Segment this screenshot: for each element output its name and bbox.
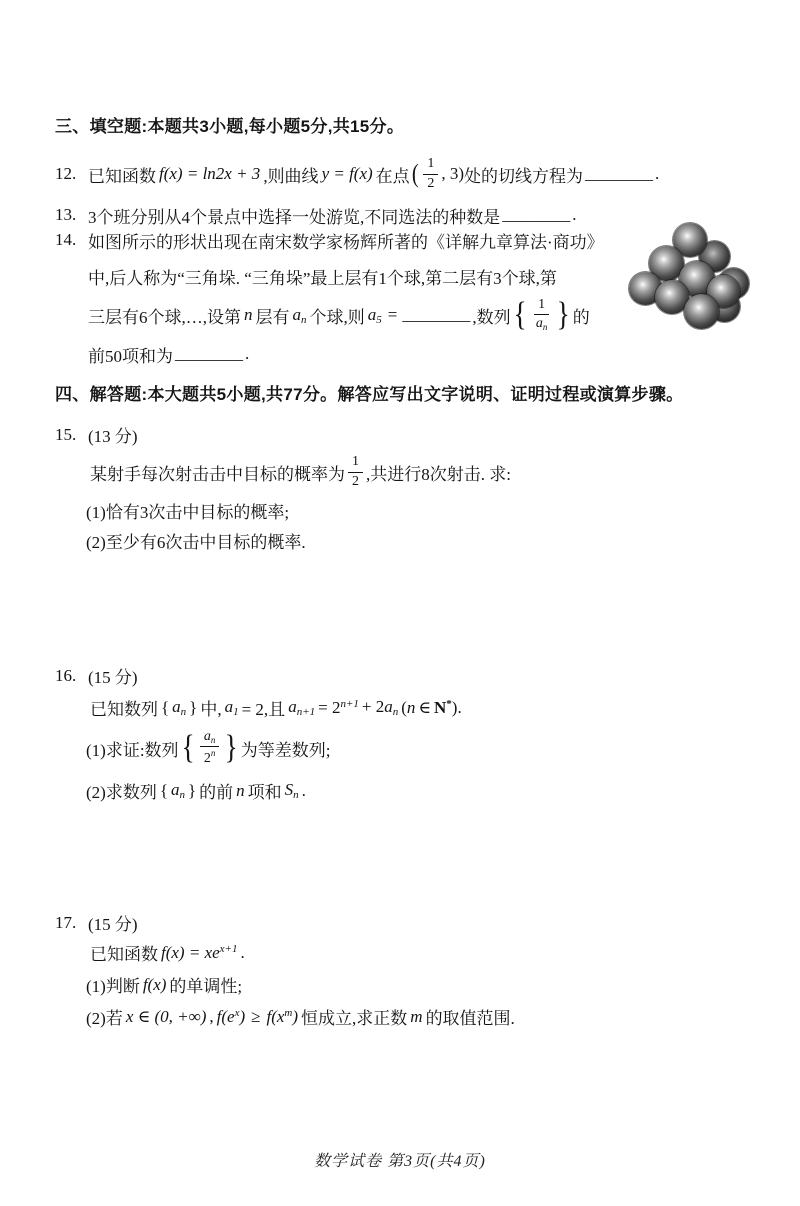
text-run: . [655, 164, 660, 183]
math-run: x ∈ (0, +∞) [125, 1006, 207, 1026]
question-line [55, 294, 635, 336]
text-run: 恒成立,求正数 [301, 1009, 408, 1028]
question-17-part-1 [86, 972, 242, 997]
blank-underline: ________ [502, 205, 571, 224]
gte-symbol: ≥ [251, 1006, 261, 1026]
math-run: n [406, 697, 416, 717]
fraction-numerator: 1 [534, 297, 549, 315]
fraction [348, 454, 363, 489]
text-run: 为等差数列; [240, 740, 331, 760]
blank-underline: ________ [585, 164, 654, 183]
fraction [200, 729, 220, 767]
text-run: (1)求证:数列 [86, 740, 179, 760]
math-run: $a_{n+1}$ [288, 697, 316, 718]
math-run: $a_n$ [171, 780, 185, 801]
text-run: 已知数列 [90, 700, 158, 719]
section-solution-heading: 四、解答题:本大题共5小题,共77分。解答应写出文字说明、证明过程或演算步骤。 [55, 385, 684, 404]
question-17-part-2 [86, 1004, 515, 1029]
text-run: , [209, 1006, 214, 1026]
text-run: . [240, 942, 245, 962]
question-17-stem [90, 940, 245, 965]
fraction-denominator: $a_n$ [535, 316, 548, 333]
paren-open: ( [401, 697, 407, 717]
text-run: (2)求数列 [86, 783, 157, 802]
question-number: 17. [55, 912, 77, 932]
math-run: $a_n$ [292, 304, 307, 326]
text-run: 项和 [247, 783, 282, 802]
brace-close: } [557, 296, 571, 333]
brace-open: { [159, 780, 168, 800]
math-run: $f(x) = xe^{x+1}$ [161, 942, 238, 962]
math-run: n [236, 780, 245, 800]
text-run: 中,后人称为“三角垛. “三角垛”最上层有1个球,第二层有3个球,第 [88, 268, 557, 288]
brace-close: } [188, 780, 197, 800]
text-run: 个球,则 [309, 307, 365, 327]
text-run: 的单调性; [169, 977, 243, 996]
text-run: . [572, 205, 577, 224]
question-number: 14. [55, 230, 77, 249]
question-15-part-2: (2)至少有6次击中目标的概率. [86, 533, 306, 552]
brace-open: { [181, 729, 195, 766]
question-15-header [55, 422, 138, 447]
math-run: m [410, 1006, 423, 1026]
question-number: 12. [55, 164, 77, 183]
ball-pile-figure [615, 213, 770, 363]
text-run: 层有 [255, 307, 290, 327]
brace-open: { [513, 296, 527, 333]
question-number: 15. [55, 424, 77, 444]
text-run: (2)若 [86, 1009, 123, 1028]
fraction [423, 156, 438, 191]
text-run: 如图所示的形状出现在南宋数学家杨辉所著的《详解九章算法·商功》 [88, 232, 604, 252]
score-label: (13 分) [88, 427, 138, 446]
text-run: 某射手每次射击击中目标的概率为 [90, 464, 345, 484]
brace-close: } [189, 697, 198, 717]
math-run: $a_n$ [172, 697, 187, 718]
section-fill-in-heading: 三、填空题:本题共3小题,每小题5分,共15分。 [55, 117, 405, 136]
text-run: 中, [200, 700, 222, 719]
fraction-numerator: 1 [423, 156, 438, 174]
question-number: 13. [55, 205, 77, 224]
brace-close: } [225, 729, 239, 766]
text-run: 的取值范围. [425, 1009, 515, 1028]
question-number: 16. [55, 665, 77, 685]
math-run: f(x) = ln2x + 3 [159, 164, 261, 183]
text-run: . [301, 780, 306, 800]
text-run: 在点 [375, 166, 410, 186]
text-run: 的 [572, 307, 590, 327]
question-17-header [55, 910, 138, 935]
question-15-stem [90, 448, 511, 496]
equals-sign: = [387, 305, 398, 324]
math-run: n [244, 305, 253, 324]
question-16-header [55, 663, 138, 688]
element-of-symbol: ∈ [418, 697, 432, 717]
text-run: ,则曲线 [263, 166, 319, 186]
text-run: 三层有6个球,…,设第 [88, 307, 241, 327]
question-line [55, 258, 635, 294]
text-run: 3个班分别从4个景点中选择一处游览,不同选法的种数是 [88, 207, 501, 227]
text-run: 前50项和为 [88, 346, 173, 366]
math-run: $a_5$ [367, 304, 382, 326]
math-run: + $2a_n$ [361, 697, 399, 718]
text-run: , 3) [441, 164, 465, 183]
score-label: (15 分) [88, 915, 138, 934]
text-run: (1)判断 [86, 977, 140, 996]
question-14 [55, 222, 635, 372]
math-run: $f(e^x)$ [216, 1006, 246, 1026]
text-run: . [245, 344, 250, 363]
text-run: ,数列 [472, 307, 511, 327]
fraction-denominator: 2 [427, 175, 435, 191]
blank-underline: ________ [175, 344, 243, 363]
question-16-stem [90, 695, 462, 720]
question-16-part-2 [86, 778, 306, 803]
math-run: $f(x^m)$ [266, 1006, 299, 1026]
math-run: = $2^{n+1}$ [318, 697, 359, 717]
question-12 [55, 152, 755, 196]
fraction-denominator: 2 [352, 473, 359, 489]
text-run: 的前 [199, 783, 234, 802]
fraction-numerator: 1 [348, 454, 363, 472]
paren-open: ( [411, 159, 419, 188]
fraction-numerator: $a_n$ [200, 729, 220, 747]
question-15-part-1: (1)恰有3次击中目标的概率; [86, 503, 290, 522]
fraction [532, 297, 552, 332]
question-16-part-1 [86, 722, 330, 774]
text-run: ). [451, 697, 462, 717]
text-run: ,共进行8次射击. 求: [366, 464, 511, 484]
math-run: $a_1$ [224, 697, 239, 718]
score-label: (15 分) [88, 668, 138, 687]
text-run: 已知函数 [90, 945, 158, 964]
math-run: y = f(x) [321, 164, 373, 183]
math-run: $S_n$ [284, 780, 299, 801]
fraction-denominator: 2$^n$ [203, 748, 216, 767]
text-run: 处的切线方程为 [464, 166, 584, 186]
ball [684, 294, 719, 329]
question-line [55, 222, 635, 258]
math-run: f(x) [142, 974, 167, 994]
blank-underline: ________ [402, 305, 471, 324]
page-footer: 数学试卷 第3页(共4页) [314, 1153, 486, 1170]
text-run: = 2,且 [241, 700, 286, 719]
text-run: 已知函数 [88, 166, 156, 186]
question-line [55, 336, 635, 372]
math-run: N* [434, 697, 452, 717]
brace-open: { [161, 697, 170, 717]
